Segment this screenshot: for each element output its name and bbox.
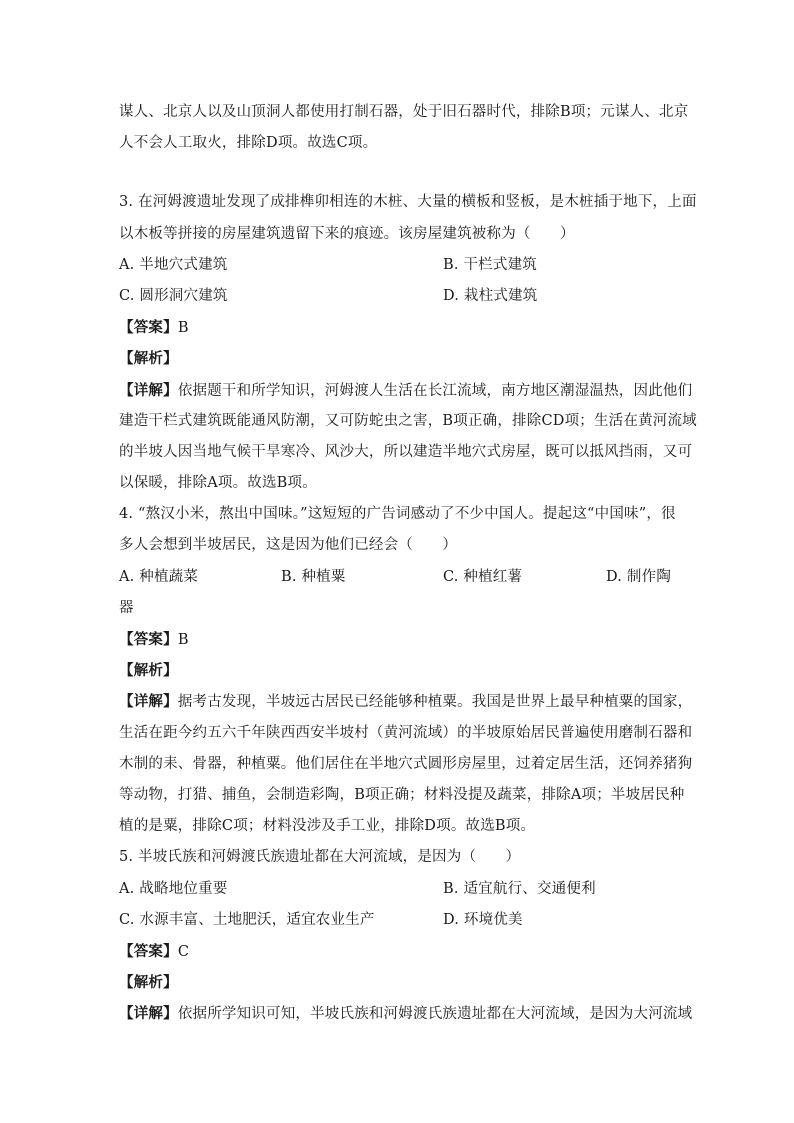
q3-detail-line: 的半坡人因当地气候干旱寒冷、风沙大，所以建造半地穴式房屋，既可以抵风挡雨，又可 xyxy=(119,443,693,460)
q4-option-a: A. 种植蔬菜 xyxy=(119,568,199,585)
analysis-tag: 【解析】 xyxy=(119,974,178,992)
q4-option-wrap: 器 xyxy=(119,599,134,616)
document-page xyxy=(119,97,697,1029)
q3-answer xyxy=(119,312,679,343)
q3-detail-line xyxy=(119,375,693,406)
answer-tag: 【答案】 xyxy=(119,319,178,337)
q3-option-a: A. 半地穴式建筑 xyxy=(119,256,228,273)
detail-tag: 【详解】 xyxy=(119,693,178,711)
q5-option-c: C. 水源丰富、土地肥沃，适宜农业生产 xyxy=(119,911,375,928)
answer-tag: 【答案】 xyxy=(119,942,178,960)
q4-analysis-heading xyxy=(119,655,679,686)
q4-stem-line: 多人会想到半坡居民，这是因为他们已经会（ ） xyxy=(119,537,458,554)
prev-analysis-line: 人不会人工取火，排除D项。故选C项。 xyxy=(119,135,378,152)
answer-tag: 【答案】 xyxy=(119,631,178,648)
q4-detail-line: 生活在距今约五六千年陕西西安半坡村（黄河流域）的半坡原始居民普遍使用磨制石器和 xyxy=(119,724,693,741)
detail-tag: 【详解】 xyxy=(119,381,178,399)
q5-option-d: D. 环境优美 xyxy=(443,911,523,928)
q4-stem-line: 4. “熬汉小米，熬出中国味。”这短短的广告词感动了不少中国人。提起这“中国味”，很 xyxy=(119,506,676,523)
q5-analysis-heading xyxy=(119,967,679,998)
q4-detail-line xyxy=(119,686,693,717)
q3-stem-line: 3. 在河姆渡遗址发现了成排榫卯相连的木桩、大量的横板和竖板，是木桩插于地下，上面 xyxy=(119,194,697,211)
answer-value: C xyxy=(177,943,190,960)
q5-options-row xyxy=(119,905,679,936)
detail-text: 据考古发现，半坡远古居民已经能够种植粟。我国是世界上最早种植粟的国家， xyxy=(177,694,693,711)
q4-detail-line: 植的是粟，排除C项；材料没涉及手工业，排除D项。故选B项。 xyxy=(119,818,536,835)
q3-analysis-heading xyxy=(119,343,679,374)
detail-text: 依据题干和所学知识，河姆渡人生活在长江流域，南方地区潮湿温热，因此他们 xyxy=(177,382,693,399)
q4-option-c: C. 种植红薯 xyxy=(443,568,523,585)
q3-stem-line: 以木板等拼接的房屋建筑遗留下来的痕迹。该房屋建筑被称为（ ） xyxy=(119,225,575,242)
q3-options-row xyxy=(119,250,679,281)
answer-value: B xyxy=(177,632,189,648)
q4-option-d: D. 制作陶 xyxy=(606,568,672,585)
detail-text: 依据所学知识可知，半坡氏族和河姆渡氏族遗址都在大河流域，是因为大河流域 xyxy=(177,1006,693,1023)
detail-tag: 【详解】 xyxy=(119,1005,178,1023)
spacer xyxy=(119,159,679,187)
analysis-tag: 【解析】 xyxy=(119,350,178,368)
q5-detail-line xyxy=(119,998,693,1029)
q5-option-a: A. 战略地位重要 xyxy=(119,880,228,897)
q5-options-row xyxy=(119,874,679,905)
q3-detail-line: 以保暖，排除A项。故选B项。 xyxy=(119,475,317,492)
q3-option-d: D. 栽柱式建筑 xyxy=(443,287,538,304)
q5-stem-line: 5. 半坡氏族和河姆渡氏族遗址都在大河流域，是因为（ ） xyxy=(119,849,521,866)
analysis-tag: 【解析】 xyxy=(119,662,178,680)
q4-option-b: B. 种植粟 xyxy=(281,568,346,585)
answer-value: B xyxy=(177,320,189,337)
q3-detail-line: 建造干栏式建筑既能通风防潮，又可防蛇虫之害，B项正确，排除CD项；生活在黄河流域 xyxy=(119,412,697,429)
q4-detail-line: 木制的耒、骨器，种植粟。他们居住在半地穴式圆形房屋里，过着定居生活，还饲养猪狗 xyxy=(119,755,693,772)
q5-answer xyxy=(119,936,679,967)
q3-options-row xyxy=(119,281,679,312)
q5-option-b: B. 适宜航行、交通便利 xyxy=(443,880,596,897)
q3-option-c: C. 圆形洞穴建筑 xyxy=(119,287,228,304)
q4-answer xyxy=(119,624,679,655)
prev-analysis-line: 谋人、北京人以及山顶洞人都使用打制石器，处于旧石器时代，排除B项；元谋人、北京 xyxy=(119,104,689,120)
q3-option-b: B. 干栏式建筑 xyxy=(443,256,537,273)
q4-detail-line: 等动物，打猎、捕鱼，会制造彩陶，B项正确；材料没提及蔬菜，排除A项；半坡居民种 xyxy=(119,786,685,803)
q4-options-row xyxy=(119,562,679,593)
